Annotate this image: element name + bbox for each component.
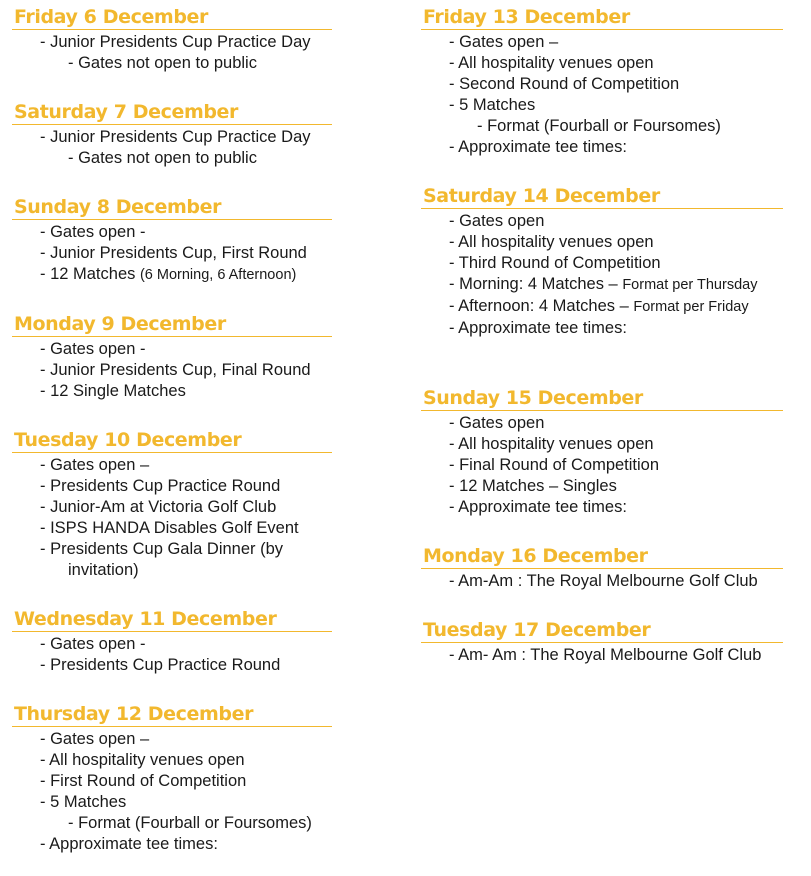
schedule-item — [421, 95, 783, 116]
day-title: Saturday 14 December — [423, 185, 660, 207]
day-title: Wednesday 11 December — [14, 608, 277, 630]
schedule-item — [12, 243, 332, 264]
schedule-item — [421, 318, 783, 339]
day-section-monday-16-december — [421, 539, 783, 592]
schedule-item — [12, 518, 332, 539]
schedule-item-text: - Approximate tee times: — [449, 319, 627, 337]
day-divider — [421, 568, 783, 569]
schedule-item-text: - ISPS HANDA Disables Golf Event — [40, 519, 299, 537]
schedule-item-text: - Gates not open to public — [68, 149, 257, 167]
schedule-item — [12, 560, 332, 581]
schedule-item-text: - 12 Matches — [40, 265, 140, 283]
schedule-item — [421, 571, 783, 592]
schedule-item-text: - Final Round of Competition — [449, 456, 660, 474]
schedule-item-text: - Gates open - — [40, 340, 146, 358]
schedule-item — [12, 339, 332, 360]
schedule-item — [12, 455, 332, 476]
schedule-item — [12, 360, 332, 381]
schedule-item-text: - Gates open - — [40, 223, 146, 241]
schedule-item — [421, 53, 783, 74]
day-divider — [12, 29, 332, 30]
day-title: Tuesday 17 December — [423, 619, 651, 641]
day-title: Saturday 7 December — [14, 101, 239, 123]
schedule-item-text: - 12 Matches – Singles — [449, 477, 617, 495]
schedule-item-text: - 5 Matches — [40, 793, 127, 811]
schedule-item — [12, 381, 332, 402]
day-title: Tuesday 10 December — [14, 429, 242, 451]
schedule-item-text: - Gates open — [449, 212, 545, 230]
schedule-item-text: - Junior Presidents Cup, Final Round — [40, 361, 311, 379]
schedule-item-text: - Gates open — [449, 414, 545, 432]
right-column — [421, 0, 783, 687]
day-divider — [12, 631, 332, 632]
schedule-item-text: - Presidents Cup Gala Dinner (by — [40, 540, 284, 558]
schedule-item — [12, 834, 332, 855]
day-section-wednesday-11-december — [12, 602, 332, 676]
day-divider — [12, 726, 332, 727]
schedule-item — [12, 264, 332, 286]
day-section-friday-6-december — [12, 0, 332, 74]
schedule-item-text: - Gates open – — [40, 730, 150, 748]
schedule-item — [12, 222, 332, 243]
schedule-item — [12, 476, 332, 497]
schedule-item-text: - First Round of Competition — [40, 772, 247, 790]
schedule-item — [12, 32, 332, 53]
left-column — [12, 0, 332, 876]
schedule-item-text: - Approximate tee times: — [449, 498, 627, 516]
schedule-item-text: - All hospitality venues open — [40, 751, 245, 769]
day-section-sunday-15-december — [421, 381, 783, 518]
schedule-item-text: - All hospitality venues open — [449, 54, 654, 72]
day-section-tuesday-17-december — [421, 613, 783, 666]
day-section-monday-9-december — [12, 307, 332, 402]
schedule-item — [421, 497, 783, 518]
day-title: Sunday 15 December — [423, 387, 643, 409]
schedule-item-text: - Format (Fourball or Foursomes) — [477, 117, 721, 135]
schedule-subitem — [12, 813, 332, 834]
schedule-item-text: - Second Round of Competition — [449, 75, 680, 93]
schedule-item-text: - All hospitality venues open — [449, 233, 654, 251]
schedule-item-text: - Gates open – — [40, 456, 150, 474]
schedule-item — [421, 32, 783, 53]
schedule-item — [12, 539, 332, 560]
schedule-item — [421, 413, 783, 434]
schedule-item-text: - Approximate tee times: — [40, 835, 218, 853]
schedule-item-text: - Morning: 4 Matches – — [449, 275, 623, 293]
schedule-subitem — [421, 116, 783, 137]
schedule-item-text: - Junior Presidents Cup Practice Day — [40, 33, 311, 51]
schedule-item-text: - Format (Fourball or Foursomes) — [68, 814, 312, 832]
day-section-thursday-12-december — [12, 697, 332, 855]
schedule-item — [421, 137, 783, 158]
day-divider — [421, 642, 783, 643]
schedule-item — [12, 771, 332, 792]
schedule-item — [421, 211, 783, 232]
day-divider — [12, 219, 332, 220]
schedule-item-text: - Junior Presidents Cup Practice Day — [40, 128, 311, 146]
schedule-item — [12, 750, 332, 771]
day-title: Friday 13 December — [423, 6, 630, 28]
schedule-item-text: - Approximate tee times: — [449, 138, 627, 156]
day-divider — [12, 124, 332, 125]
day-divider — [12, 336, 332, 337]
schedule-item-note: Format per Friday — [633, 299, 749, 315]
schedule-subitem — [12, 53, 332, 74]
schedule-item-text: - Junior Presidents Cup, First Round — [40, 244, 307, 262]
day-divider — [421, 29, 783, 30]
schedule-item — [421, 296, 783, 318]
schedule-item — [421, 476, 783, 497]
schedule-item-text: - 5 Matches — [449, 96, 536, 114]
schedule-item-text: - 12 Single Matches — [40, 382, 186, 400]
schedule-item — [421, 253, 783, 274]
schedule-item — [12, 792, 332, 813]
schedule-item — [421, 645, 783, 666]
schedule-item-text: - Third Round of Competition — [449, 254, 661, 272]
day-title: Thursday 12 December — [14, 703, 254, 725]
schedule-item — [12, 127, 332, 148]
schedule-item-text: - Presidents Cup Practice Round — [40, 656, 281, 674]
schedule-item-text: - Am-Am : The Royal Melbourne Golf Club — [449, 572, 758, 590]
day-title: Sunday 8 December — [14, 196, 222, 218]
schedule-item-note: Format per Thursday — [622, 277, 758, 293]
schedule-item-text: - Afternoon: 4 Matches – — [449, 297, 634, 315]
day-section-saturday-7-december — [12, 95, 332, 169]
day-divider — [421, 208, 783, 209]
schedule-item — [421, 232, 783, 253]
schedule-item-text: - Junior-Am at Victoria Golf Club — [40, 498, 277, 516]
day-section-friday-13-december — [421, 0, 783, 158]
schedule-item-text: - Presidents Cup Practice Round — [40, 477, 281, 495]
schedule-item-text: - Gates not open to public — [68, 54, 257, 72]
schedule-item — [12, 729, 332, 750]
day-title: Monday 16 December — [423, 545, 648, 567]
day-divider — [421, 410, 783, 411]
schedule-item-text: - Am- Am : The Royal Melbourne Golf Club — [449, 646, 762, 664]
schedule-item — [12, 497, 332, 518]
schedule-item-text: - Gates open - — [40, 635, 146, 653]
schedule-item-note: (6 Morning, 6 Afternoon) — [139, 267, 297, 283]
day-section-tuesday-10-december — [12, 423, 332, 581]
schedule-item-text: - All hospitality venues open — [449, 435, 654, 453]
day-section-sunday-8-december — [12, 190, 332, 286]
schedule-item — [12, 634, 332, 655]
schedule-item — [421, 455, 783, 476]
schedule-item — [421, 434, 783, 455]
schedule-subitem — [12, 148, 332, 169]
day-section-saturday-14-december — [421, 179, 783, 339]
schedule-item-text: - Gates open – — [449, 33, 559, 51]
day-divider — [12, 452, 332, 453]
day-title: Friday 6 December — [14, 6, 208, 28]
schedule-item-text: invitation) — [68, 561, 139, 579]
schedule-item — [421, 74, 783, 95]
schedule-item — [12, 655, 332, 676]
schedule-item — [421, 274, 783, 296]
day-title: Monday 9 December — [14, 313, 226, 335]
